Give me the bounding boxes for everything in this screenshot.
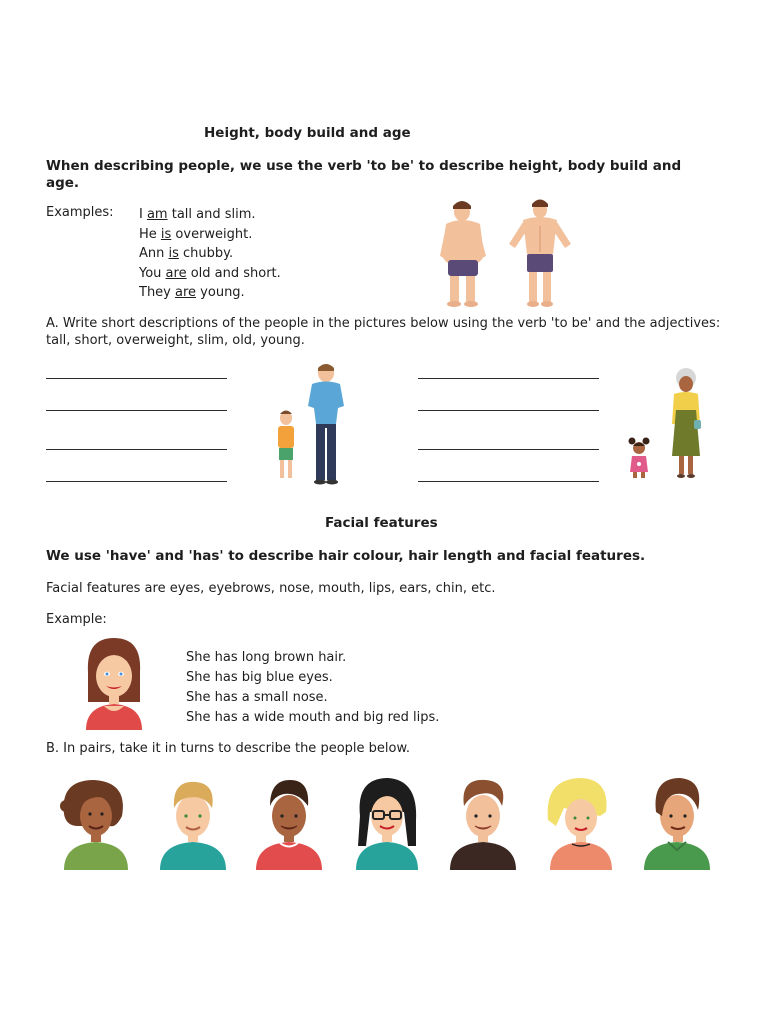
answer-line[interactable] [418, 481, 599, 482]
portrait-green-shirt-man [640, 776, 714, 870]
portrait-curly-hair-woman [58, 776, 132, 870]
examples-label: Examples: [46, 205, 114, 220]
portrait-blonde-woman [544, 776, 618, 870]
example-face-sentence: She has a small nose. [186, 690, 328, 705]
portrait-brown-hair-man [446, 776, 520, 870]
example-sentence: They are young. [139, 285, 245, 300]
facial-features-definition: Facial features are eyes, eyebrows, nose, mouth, lips, ears, chin, etc. [46, 581, 496, 596]
example-face-sentences [186, 648, 439, 728]
portrait-blond-boy [156, 776, 230, 870]
portrait-dark-skin-man [252, 776, 326, 870]
muscular-man-illustration [505, 196, 575, 308]
intro-have-has: We use 'have' and 'has' to describe hair colour, hair length and facial features. [46, 548, 646, 564]
example-sentence: I am tall and slim. [139, 207, 256, 222]
example-woman-portrait [82, 636, 146, 730]
examples-list [139, 205, 281, 303]
old-woman-and-girl-illustration [624, 364, 706, 482]
example-face-sentence: She has a wide mouth and big red lips. [186, 710, 440, 725]
exercise-b-instructions: B. In pairs, take it in turns to describe the people below. [46, 741, 411, 756]
answer-line[interactable] [46, 481, 227, 482]
intro-to-be: When describing people, we use the verb 'to be' to describe height, body build and age. [46, 158, 682, 191]
answer-line[interactable] [46, 378, 227, 379]
overweight-man-illustration [438, 196, 490, 308]
exercise-a-instructions: A. Write short descriptions of the people in the pictures below using the verb 'to be' and the adjectives: tall, short, overweight, slim, old, young. [46, 316, 721, 348]
example-sentence: He is overweight. [139, 226, 253, 242]
answer-line[interactable] [46, 449, 227, 450]
answer-line[interactable] [418, 378, 599, 379]
example-sentence: You are old and short. [139, 265, 281, 281]
answer-line[interactable] [418, 410, 599, 411]
answer-line[interactable] [46, 410, 227, 411]
example-face-sentence: She has long brown hair. [186, 650, 347, 665]
example-sentence: Ann is chubby. [139, 246, 234, 261]
section-title-height: Height, body build and age [204, 125, 411, 141]
example-label: Example: [46, 612, 107, 627]
section-title-facial: Facial features [325, 515, 438, 531]
portrait-woman-glasses [350, 776, 424, 870]
tall-man-and-boy-illustration [272, 362, 354, 486]
answer-line[interactable] [418, 449, 599, 450]
example-face-sentence: She has big blue eyes. [186, 670, 333, 685]
